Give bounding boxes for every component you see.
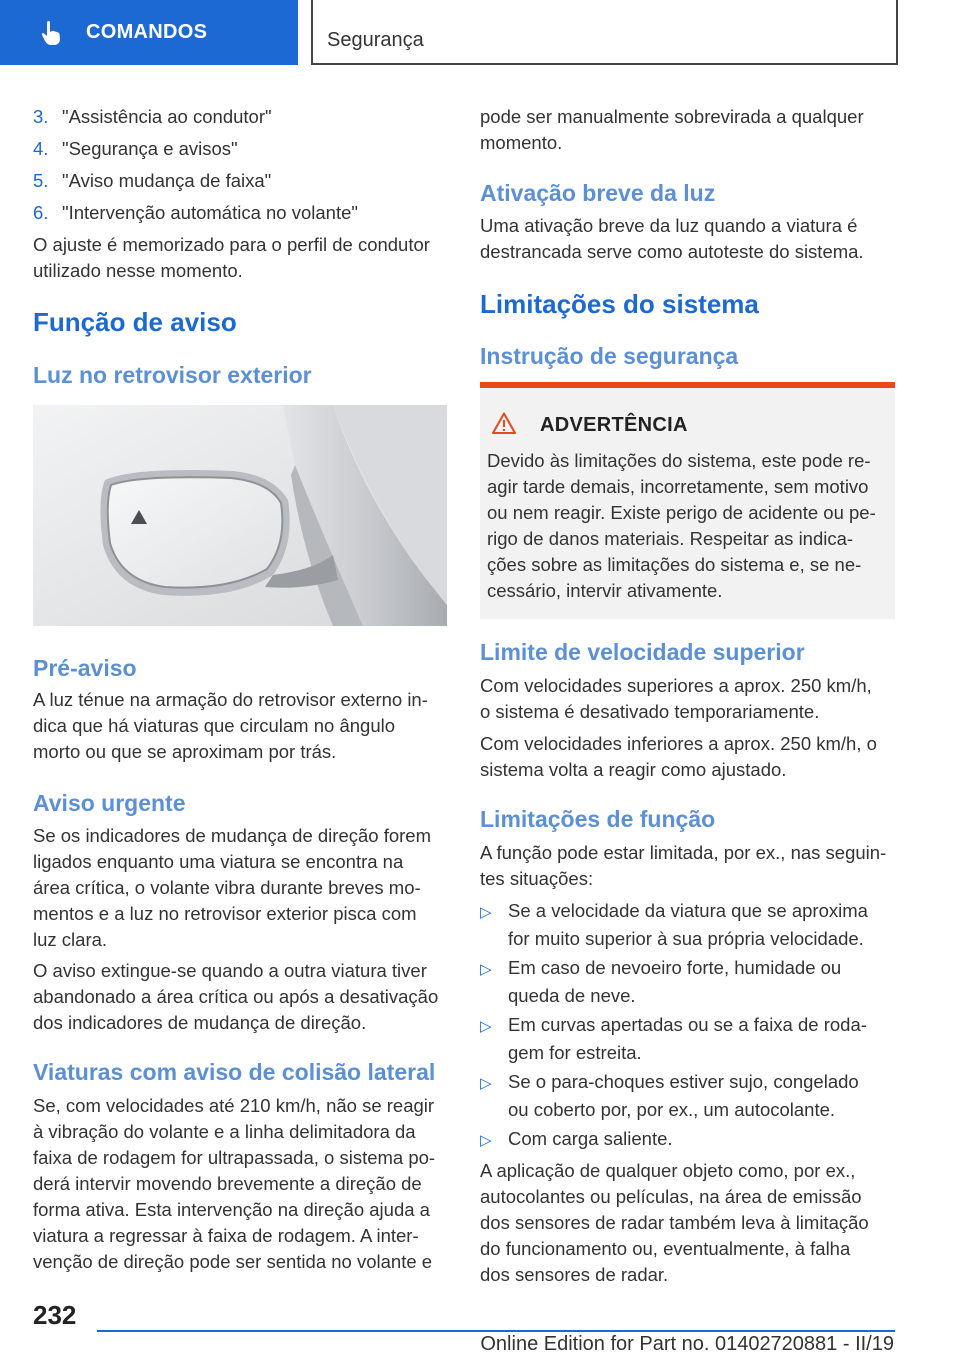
list-item: ▷ Em caso de nevoeiro forte, humidade ou queda de neve.: [480, 957, 842, 1006]
triangle-bullet-icon: ▷: [480, 1132, 492, 1149]
list-item: 3. "Assistência ao condutor": [33, 106, 272, 127]
list-item: 5. "Aviso mudança de faixa": [33, 170, 272, 191]
chapter-header: [311, 0, 898, 65]
urgente-text: Se os indicadores de mudança de direção forem ligados enquanto uma viatura se encontra na área crítica, o volante vibra durante breves mo- mentos e a luz no retrovisor exterior pisca com luz clara.: [33, 825, 431, 950]
preaviso-text: A luz ténue na armação do retrovisor externo in- dica que há viaturas que circulam no ângulo morto ou que se aproximam por trás.: [33, 689, 428, 762]
funcao-text: A função pode estar limitada, por ex., nas seguin- tes situações:: [480, 842, 887, 889]
list-item: ▷ Se o para-choques estiver sujo, congelado ou coberto por, por ex., um autocolante.: [480, 1071, 859, 1120]
triangle-bullet-icon: ▷: [480, 1018, 492, 1035]
footer-divider: [97, 1330, 895, 1332]
triangle-bullet-icon: ▷: [480, 961, 492, 978]
list-item: ▷ Com carga saliente.: [480, 1126, 673, 1154]
heading-colisao-lateral: Viaturas com aviso de colisão lateral: [33, 1059, 436, 1085]
warning-triangle-icon: [492, 412, 516, 434]
heading-aviso-urgente: Aviso urgente: [33, 790, 186, 816]
ativacao-text: Uma ativação breve da luz quando a viatura é destrancada serve como autoteste do sistema.: [480, 215, 864, 262]
hand-pointer-icon: [40, 20, 64, 46]
heading-funcao-aviso: Função de aviso: [33, 307, 237, 337]
page-number: 232: [33, 1300, 77, 1330]
warning-text: Devido às limitações do sistema, este pode re- agir tarde demais, incorretamente, sem motivo ou nem reagir. Existe perigo de acidente ou pe- rigo de danos materiais. Respeitar as indica- ções sobre as limitações do sistema e, se ne- cessário, intervir ativamente.: [487, 450, 876, 601]
heading-limite-velocidade: Limite de velocidade superior: [480, 639, 805, 665]
continuation-text: pode ser manualmente sobrevirada a qualquer momento.: [480, 106, 864, 153]
section-label: COMANDOS: [86, 21, 208, 43]
mirror-illustration: [33, 405, 447, 626]
viaturas-text: Se, com velocidades até 210 km/h, não se reagir à vibração do volante e a linha delimitadora da faixa de rodagem for ultrapassada, o sistema po- derá intervir movendo brevemente a direção de forma ativa. Esta intervenção na direção ajuda a viatura a regressar à faixa de rodagem. A inter- venção de direção pode ser sentida no volante e: [33, 1095, 436, 1272]
heading-instrucao-seguranca: Instrução de segurança: [480, 343, 739, 369]
triangle-bullet-icon: ▷: [480, 904, 492, 921]
edition-footer: Online Edition for Part no. 01402720881 - II/19: [480, 1333, 894, 1355]
memo-text: O ajuste é memorizado para o perfil de condutor utilizado nesse momento.: [33, 234, 430, 281]
aplicacao-text: A aplicação de qualquer objeto como, por ex., autocolantes ou películas, na área de emissão dos sensores de radar também leva à limitação do funcionamento ou, eventualmente, à falha dos sensores de radar.: [480, 1160, 869, 1285]
warning-box: [480, 382, 895, 619]
list-item: 6. "Intervenção automática no volante": [33, 202, 358, 223]
heading-limitacoes-sistema: Limitações do sistema: [480, 289, 759, 319]
limite-text-1: Com velocidades superiores a aprox. 250 km/h, o sistema é desativado temporariamente.: [480, 675, 872, 722]
warning-title: ADVERTÊNCIA: [540, 414, 688, 436]
list-item: 4. "Segurança e avisos": [33, 138, 238, 159]
triangle-bullet-icon: ▷: [480, 1075, 492, 1092]
list-item: ▷ Se a velocidade da viatura que se aproxima for muito superior à sua própria velocidade.: [480, 900, 868, 949]
mirror-drawing: [33, 405, 447, 626]
extingue-text: O aviso extingue-se quando a outra viatura tiver abandonado a área crítica ou após a desativação dos indicadores de mudança de direção.: [33, 960, 439, 1033]
heading-ativacao: Ativação breve da luz: [480, 180, 716, 206]
chapter-label: Segurança: [327, 29, 424, 51]
heading-luz-retrovisor: Luz no retrovisor exterior: [33, 362, 312, 388]
heading-limitacoes-funcao: Limitações de função: [480, 806, 716, 832]
heading-preaviso: Pré-aviso: [33, 655, 137, 681]
section-tab[interactable]: [0, 0, 298, 65]
limite-text-2: Com velocidades inferiores a aprox. 250 km/h, o sistema volta a reagir como ajustado.: [480, 733, 877, 780]
list-item: ▷ Em curvas apertadas ou se a faixa de roda- gem for estreita.: [480, 1014, 867, 1063]
